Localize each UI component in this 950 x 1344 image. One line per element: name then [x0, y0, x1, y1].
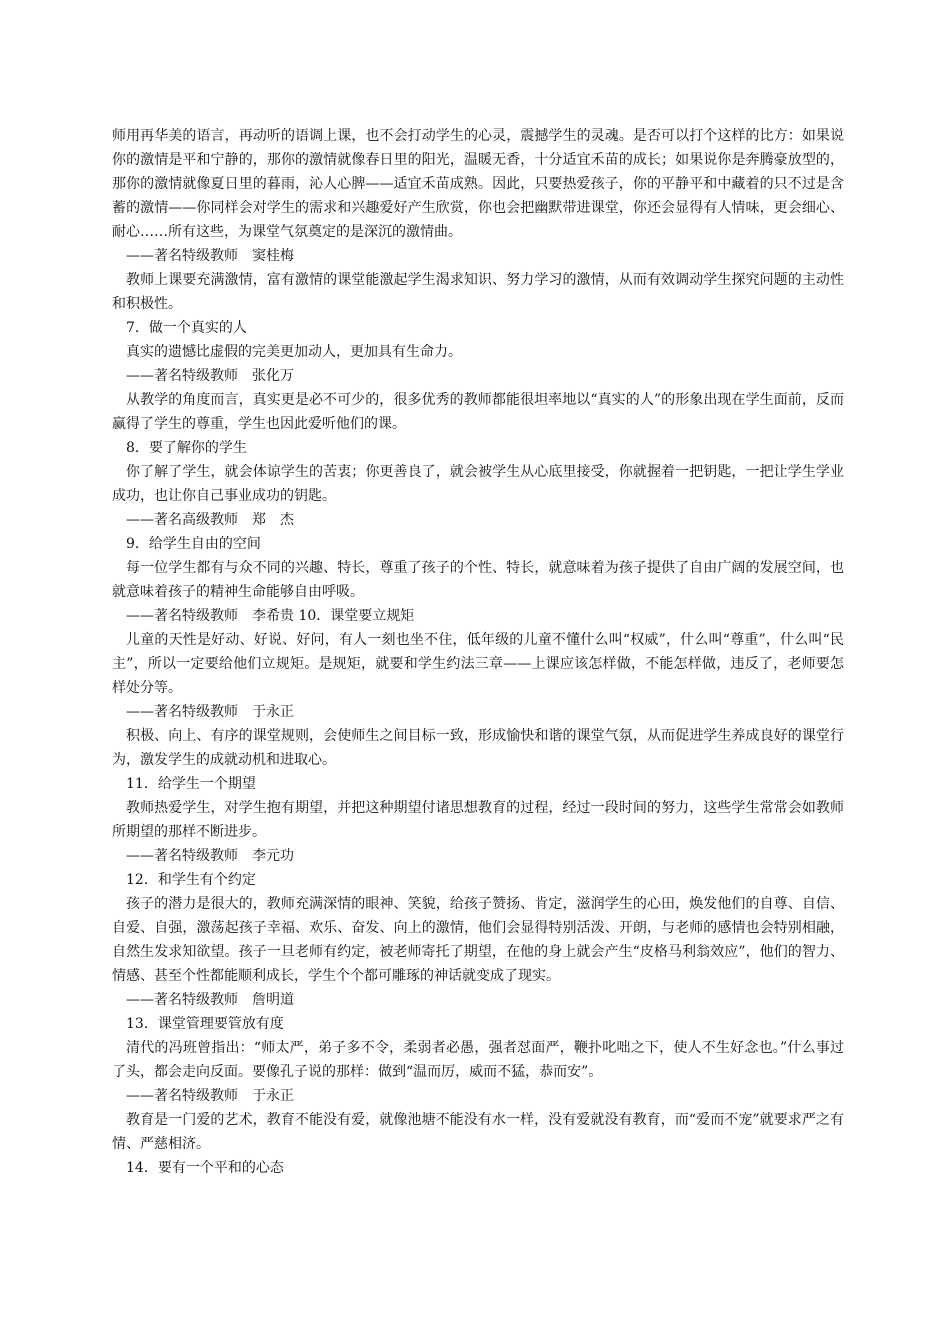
attribution-li-xigui-heading-item-10: ——著名特级教师 李希贵 10．课堂要立规矩 [126, 608, 415, 624]
paragraph-item-10: 儿童的天性是好动、好说、好问，有人一刻也坐不住，低年级的儿童不懂什么叫“权威”，什么叫“尊重”，什么叫“民主”，所以一定要给他们立规矩。是规矩，就要和学生约法三章——上课应该怎样做，不能怎样做，违反了，老师要怎样处分等。 [112, 632, 844, 696]
attribution-yu-yongzheng: ——著名特级教师 于永正 [126, 704, 294, 720]
paragraph-item-8: 你了解了学生，就会体谅学生的苦衷；你更善良了，就会被学生从心底里接受，你就握着一把钥匙，一把让学生学业成功，也让你自己事业成功的钥匙。 [112, 464, 844, 504]
paragraph-item-11: 教师热爱学生，对学生抱有期望，并把这种期望付诸思想教育的过程，经过一段时间的努力，这些学生常常会如教师所期望的那样不断进步。 [112, 800, 844, 840]
quote-item-7: 真实的遗憾比虚假的完美更加动人，更加具有生命力。 [126, 344, 462, 360]
heading-item-9: 9．给学生自由的空间 [126, 536, 261, 552]
paragraph-item-10-comment: 积极、向上、有序的课堂规则，会使师生之间目标一致，形成愉快和谐的课堂气氛，从而促进学生养成良好的课堂行为，激发学生的成就动机和进取心。 [112, 728, 844, 768]
heading-item-7: 7．做一个真实的人 [126, 320, 247, 336]
paragraph-passion-comment: 教师上课要充满激情，富有激情的课堂能激起学生渴求知识、努力学习的激情，从而有效调动学生探究问题的主动性和积极性。 [112, 272, 844, 312]
paragraph-passion-metaphor: 师用再华美的语言，再动听的语调上课，也不会打动学生的心灵，震撼学生的灵魂。是否可以打个这样的比方：如果说你的激情是平和宁静的，那你的激情就像春日里的阳光，温暖无香，十分适宜禾苗的成长；如果说你是奔腾豪放型的，那你的激情就像夏日里的暮雨，沁人心脾——适宜禾苗成熟。因此，只要热爱孩子，你的平静平和中藏着的只不过是含蓄的激情——你同样会对学生的需求和兴趣爱好产生欣赏，你也会把幽默带进课堂，你还会显得有人情味，更会细心、耐心……所有这些，为课堂气氛奠定的是深沉的激情曲。 [112, 128, 844, 240]
paragraph-item-13-comment: 教育是一门爱的艺术，教育不能没有爱，就像池塘不能没有水一样，没有爱就没有教育，而“爱而不宠”就要求严之有情、严慈相济。 [112, 1112, 844, 1152]
heading-item-13: 13．课堂管理要管放有度 [126, 1016, 284, 1032]
paragraph-item-13: 清代的冯班曾指出：“师太严，弟子多不令，柔弱者必愚，强者怼面严，鞭扑叱咄之下，使人不生好念也。”什么事过了头，都会走向反面。要像孔子说的那样：做到“温而厉，威而不猛，恭而安”。 [112, 1040, 844, 1080]
document-page [112, 124, 844, 1180]
attribution-zheng-jie: ——著名高级教师 郑 杰 [126, 512, 294, 528]
heading-item-12: 12．和学生有个约定 [126, 872, 256, 888]
attribution-zhang-huawan: ——著名特级教师 张化万 [126, 368, 294, 384]
paragraph-item-12: 孩子的潜力是很大的，教师充满深情的眼神、笑貌，给孩子赞扬、肯定，滋润学生的心田，焕发他们的自尊、自信、自爱、自强，激荡起孩子幸福、欢乐、奋发、向上的激情，他们会显得特别活泼、开朗，与老师的感情也会特别相融，自然生发求知欲望。孩子一旦老师有约定，被老师寄托了期望，在他的身上就会产生“皮格马利翁效应”，他们的智力、情感、甚至个性都能顺利成长，学生个个都可雕琢的神话就变成了现实。 [112, 896, 844, 984]
paragraph-item-7-comment: 从教学的角度而言，真实更是必不可少的，很多优秀的教师都能很坦率地以“真实的人”的形象出现在学生面前，反而赢得了学生的尊重，学生也因此爱听他们的课。 [112, 392, 844, 432]
heading-item-8: 8．要了解你的学生 [126, 440, 247, 456]
heading-item-11: 11．给学生一个期望 [126, 776, 256, 792]
attribution-li-yuangong: ——著名特级教师 李元功 [126, 848, 294, 864]
paragraph-item-9: 每一位学生都有与众不同的兴趣、特长，尊重了孩子的个性、特长，就意味着为孩子提供了自由广阔的发展空间，也就意味着孩子的精神生命能够自由呼吸。 [112, 560, 844, 600]
attribution-zhan-mingdao: ——著名特级教师 詹明道 [126, 992, 294, 1008]
heading-item-14: 14．要有一个平和的心态 [126, 1160, 284, 1176]
attribution-yu-yongzheng-2: ——著名特级教师 于永正 [126, 1088, 294, 1104]
attribution-dou-guimei: ——著名特级教师 窦桂梅 [126, 248, 294, 264]
